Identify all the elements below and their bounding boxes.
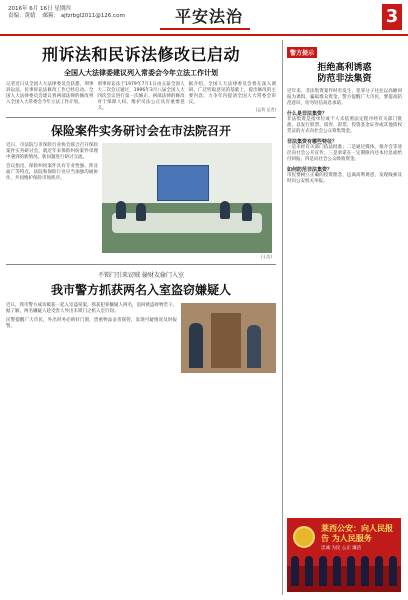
ad-officer-figure [389, 556, 397, 586]
ad-officer-figure [319, 556, 327, 586]
lead-paragraph: 刑事诉讼法于1979年7月1日由五届全国人大二次会议通过，1996年3月八届全国人大四次会议进行第一次修正。两部法律的修改对于保障人权、维护司法公正具有重要意义。 [97, 82, 185, 111]
sidebar-paragraph: 近年来，非法集资案件时有发生，犯罪分子往往以高额回报为诱饵，骗取群众资金。警方提醒广大市民，要提高防范意识，切勿轻信高息承诺。 [287, 89, 402, 106]
photo-door [211, 313, 241, 368]
ad-slogan: 忠诚 为民 公正 廉洁 [321, 546, 362, 551]
sidebar-subheading: 非法集资有哪些特征？ [287, 139, 338, 145]
email-text: ajfzrbgl2011@126.com [60, 13, 125, 19]
ad-title: 莱西公安：向人民报告 为人民服务 [321, 524, 393, 543]
ad-officer-figure [305, 556, 313, 586]
ad-officer-figure [375, 556, 383, 586]
photo-person [189, 323, 203, 368]
photo-person [242, 203, 252, 221]
article2-paragraph: 近日，市法院与市保险行业协会联合召开保险案件实务研讨会，就近年来保险纠纷案件审理中遇到的新情况、新问题进行研讨交流。 [6, 143, 98, 160]
photo-caption: (王浩) [260, 254, 272, 259]
article3-headline: 我市警方抓获两名入室盗窃嫌疑人 [50, 283, 231, 297]
photo-projection-screen [157, 165, 209, 201]
main-column [6, 40, 276, 595]
sidebar-headline [287, 63, 402, 85]
masthead [0, 0, 408, 36]
article2-photo-block [102, 143, 272, 260]
ad-officer-figure [291, 556, 299, 586]
ad-officers [291, 556, 397, 586]
photo-table [112, 213, 262, 233]
meeting-photo [102, 143, 272, 253]
lead-body [6, 82, 276, 113]
police-photo [181, 303, 276, 373]
sidebar-paragraph: 非法集资是指单位或个人未依照法定程序经有关部门批准，以发行股票、债券、彩票、投资基金证券或其他债权凭证的方式向社会公众筹集资金。 [287, 117, 402, 134]
sidebar-paragraph: 一是未经有关部门依法批准；二是通过媒体、推介会等途径向社会公开宣传；三是承诺在一定期限内还本付息或给付回报；四是向社会公众吸收资金。 [287, 145, 402, 162]
article3-paragraph: 民警提醒广大市民，外出时务必锁好门窗，贵重物品妥善保管，发现可疑情况及时报警。 [6, 318, 177, 329]
police-advertisement [287, 518, 401, 592]
article2-headline: 保险案件实务研讨会在市法院召开 [50, 124, 231, 138]
photo-person [136, 203, 146, 221]
lead-paragraph: 记者近日从全国人大法律委员会获悉，刑事诉讼法、民事诉讼法修改工作已经启动。全国人大法律委员会建议将两部法律的修改列入全国人大常委会今年立法工作计划。 [6, 82, 94, 105]
article3-body [6, 303, 276, 330]
lead-paragraph: 据介绍，全国人大法律委员会将在深入调研、广泛听取意见的基础上，提出修改的主要内容，力争年内提请全国人大常委会审议。 [188, 82, 276, 105]
lead-headline: 刑诉法和民诉法修改已启动 [41, 45, 240, 64]
sidebar-subheading: 如何防范非法集资？ [287, 167, 333, 173]
lead-subhead: 全国人大法律委建议列入常委会今年立法工作计划 [64, 69, 218, 77]
section-title: 平安法治 [175, 7, 244, 26]
photo-person [247, 325, 261, 368]
sidebar-headline-line: 拒绝高利诱惑 [317, 63, 372, 73]
page-number: 3 [382, 4, 402, 30]
editor-line [8, 13, 158, 20]
sidebar-paragraph: 市民要树立正确的投资理念，远离高利诱惑，发现线索及时向公安机关举报。 [287, 173, 402, 184]
lead-byline: (孟利 记者) [255, 107, 276, 112]
title-underline [160, 28, 250, 30]
police-badge-icon [293, 526, 315, 548]
photo-person [116, 201, 126, 219]
sidebar-column [282, 40, 402, 595]
ad-officer-figure [347, 556, 355, 586]
article2-text [6, 143, 98, 260]
editor-text: 责编：黄婧 ㅤ邮箱： [8, 13, 60, 19]
ad-officer-figure [361, 556, 369, 586]
sidebar-headline-line: 防范非法集资 [317, 74, 372, 84]
lead-paragraph-group [189, 82, 276, 113]
sidebar-subheading: 什么是非法集资？ [287, 111, 328, 117]
divider [6, 264, 276, 265]
article3-kicker: 不锁门引来窃贼 偷财友偷门入室 [98, 272, 184, 279]
masthead-meta [8, 6, 158, 20]
photo-person [220, 201, 230, 219]
sidebar-section-label: 警方提示 [287, 47, 317, 58]
article2-paragraph: 会议指出，保险纠纷案件具有专业性强、涉及面广等特点，法院和保险行业应当加强沟通协作，共同维护保险市场秩序。 [6, 164, 98, 181]
date-line: 2016年 6月 16日 星期四 [8, 6, 71, 12]
article3-paragraph: 近日，我市警方成功破获一起入室盗窃案，抓获犯罪嫌疑人两名，追回被盗财物若干。据了解，两名嫌疑人趁受害人外出未锁门之机入室行窃。 [6, 303, 177, 314]
ad-officer-figure [333, 556, 341, 586]
divider [6, 117, 276, 118]
article2-body [6, 143, 276, 260]
